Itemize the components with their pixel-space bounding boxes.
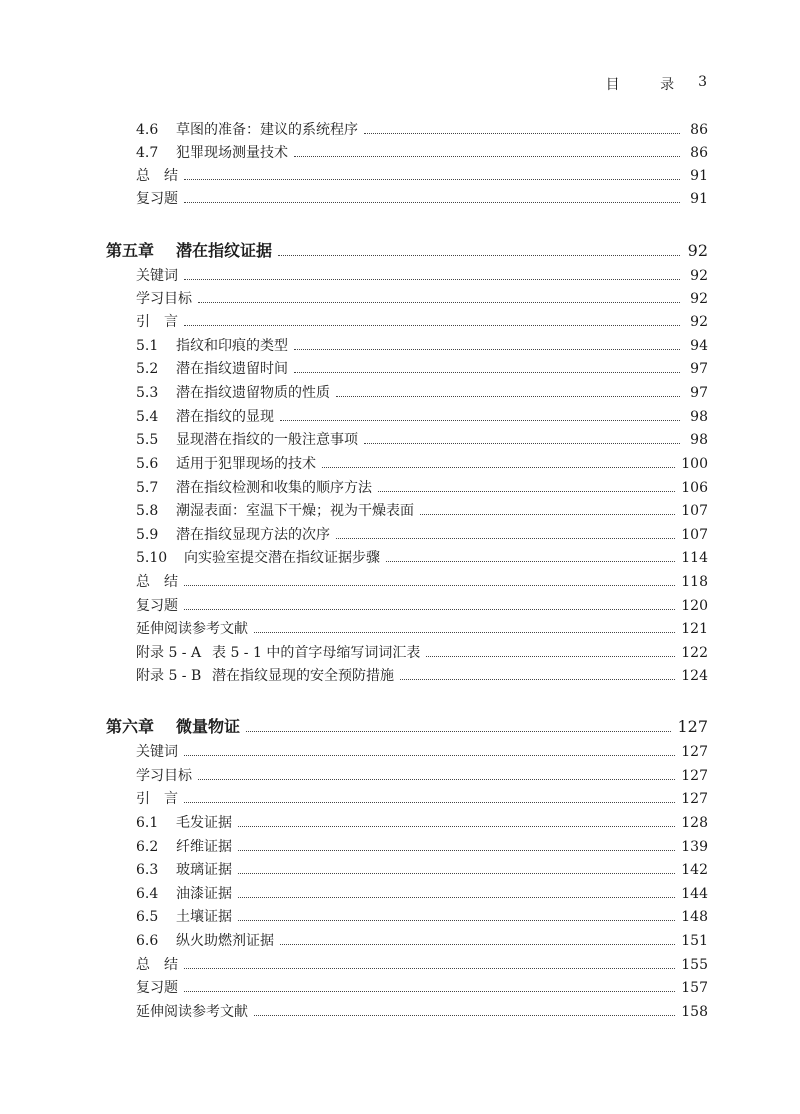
toc-entry[interactable] — [136, 837, 708, 857]
leader-dots — [378, 490, 675, 492]
toc-chapter-title: 微量物证 — [176, 717, 241, 736]
toc-entry[interactable] — [136, 359, 708, 379]
toc-entry-title: 犯罪现场测量技术 — [176, 145, 288, 161]
toc-entry-title: 复习题 — [136, 191, 178, 207]
leader-dots — [238, 896, 675, 898]
toc-entry-number: 4.6 — [136, 122, 159, 138]
toc-entry[interactable] — [136, 312, 708, 332]
running-head-title: 目 录 — [605, 77, 693, 93]
toc-entry[interactable] — [136, 860, 708, 880]
toc-entry-number: 6.1 — [136, 815, 159, 831]
toc-entry-number: 5.8 — [136, 503, 159, 519]
toc-entry-number: 5.7 — [136, 480, 159, 496]
toc-entry-title: 学习目标 — [136, 768, 192, 784]
toc-chapter-heading[interactable] — [106, 241, 708, 261]
leader-dots — [184, 278, 680, 280]
leader-dots — [280, 419, 680, 421]
leader-dots — [184, 754, 675, 756]
toc-entry-page: 139 — [681, 839, 708, 855]
leader-dots — [184, 201, 680, 203]
toc-entry[interactable] — [136, 619, 708, 639]
leader-dots — [184, 801, 675, 803]
toc-entry[interactable] — [136, 525, 708, 545]
leader-dots — [278, 254, 680, 256]
leader-dots — [254, 631, 675, 633]
leader-dots — [364, 442, 680, 444]
toc-entry-page: 92 — [687, 241, 708, 260]
toc-chapter-number: 第五章 — [106, 241, 155, 260]
toc-entry-number: 附录 5 - A — [136, 645, 202, 661]
toc-entry[interactable] — [136, 166, 708, 186]
running-head-page-number: 3 — [698, 74, 708, 90]
toc-entry-page: 107 — [681, 527, 708, 543]
toc-entry[interactable] — [136, 430, 708, 450]
toc-entry[interactable] — [136, 742, 708, 762]
leader-dots — [280, 943, 675, 945]
toc-entry-page: 142 — [681, 862, 708, 878]
toc-entry[interactable] — [136, 596, 708, 616]
toc-entry-page: 127 — [681, 744, 708, 760]
toc-entry-page: 98 — [690, 409, 708, 425]
leader-dots — [198, 301, 680, 303]
toc-entry-title: 复习题 — [136, 980, 178, 996]
toc-entry-title: 延伸阅读参考文献 — [136, 1004, 248, 1020]
leader-dots — [336, 537, 675, 539]
leader-dots — [426, 655, 675, 657]
toc-entry[interactable] — [136, 383, 708, 403]
leader-dots — [322, 466, 675, 468]
toc-entry-page: 155 — [681, 957, 708, 973]
toc-entry-title: 延伸阅读参考文献 — [136, 621, 248, 637]
toc-entry-title: 引 言 — [136, 314, 178, 330]
toc-entry-page: 92 — [690, 291, 708, 307]
toc-entry-number: 附录 5 - B — [136, 668, 202, 684]
toc-entry-page: 107 — [681, 503, 708, 519]
leader-dots — [184, 178, 680, 180]
toc-entry-page: 86 — [690, 145, 708, 161]
toc-entry-number: 5.10 — [136, 550, 168, 566]
leader-dots — [246, 730, 671, 732]
toc-entry-title: 潜在指纹遗留物质的性质 — [176, 385, 330, 401]
toc-entry-number: 6.6 — [136, 933, 159, 949]
toc-entry-page: 127 — [681, 791, 708, 807]
toc-entry-title: 向实验室提交潜在指纹证据步骤 — [184, 550, 380, 566]
toc-entry[interactable] — [136, 955, 708, 975]
running-head — [606, 74, 708, 94]
leader-dots — [294, 155, 680, 157]
toc-entry-number: 5.2 — [136, 361, 159, 377]
toc-entry[interactable] — [136, 143, 708, 163]
toc-entry-title: 学习目标 — [136, 291, 192, 307]
toc-entry-title: 关键词 — [136, 268, 178, 284]
toc-entry-page: 157 — [681, 980, 708, 996]
leader-dots — [254, 1014, 675, 1016]
toc-entry[interactable] — [136, 289, 708, 309]
toc-entry-number: 6.5 — [136, 909, 159, 925]
toc-chapter-number: 第六章 — [106, 717, 155, 736]
leader-dots — [386, 560, 675, 562]
toc-entry-title: 指纹和印痕的类型 — [176, 338, 288, 354]
toc-entry-number: 5.1 — [136, 338, 159, 354]
toc-entry-title: 总 结 — [136, 168, 178, 184]
toc-entry-page: 127 — [677, 717, 708, 736]
toc-entry-title: 玻璃证据 — [176, 862, 232, 878]
toc-entry-page: 124 — [681, 668, 708, 684]
toc-entry-page: 94 — [690, 338, 708, 354]
toc-entry-number: 5.4 — [136, 409, 159, 425]
toc-entry[interactable] — [136, 548, 708, 568]
toc-entry-title: 表 5 - 1 中的首字母缩写词词汇表 — [212, 645, 421, 661]
leader-dots — [420, 513, 675, 515]
toc-entry-page: 86 — [690, 122, 708, 138]
toc-entry[interactable] — [136, 978, 708, 998]
toc-entry-title: 总 结 — [136, 957, 178, 973]
leader-dots — [184, 324, 680, 326]
toc-entry-title: 复习题 — [136, 598, 178, 614]
toc-entry[interactable] — [136, 643, 708, 663]
toc-entry-page: 106 — [681, 480, 708, 496]
toc-entry[interactable] — [136, 813, 708, 833]
toc-entry[interactable] — [136, 766, 708, 786]
toc-entry-title: 潮湿表面：室温下干燥；视为干燥表面 — [176, 503, 414, 519]
toc-entry[interactable] — [136, 454, 708, 474]
toc-entry-page: 144 — [681, 886, 708, 902]
toc-entry[interactable] — [136, 1002, 708, 1022]
toc-entry-page: 121 — [681, 621, 708, 637]
leader-dots — [294, 371, 680, 373]
toc-entry[interactable] — [136, 789, 708, 809]
leader-dots — [294, 348, 680, 350]
toc-entry-number: 6.4 — [136, 886, 159, 902]
toc-entry-page: 91 — [690, 168, 708, 184]
toc-entry-page: 92 — [690, 268, 708, 284]
toc-entry-page: 92 — [690, 314, 708, 330]
toc-entry-title: 土壤证据 — [176, 909, 232, 925]
toc-entry[interactable] — [136, 572, 708, 592]
toc-entry[interactable] — [136, 907, 708, 927]
toc-chapter-title: 潜在指纹证据 — [176, 241, 273, 260]
toc-entry-title: 纤维证据 — [176, 839, 232, 855]
toc-entry-title: 油漆证据 — [176, 886, 232, 902]
leader-dots — [336, 395, 680, 397]
toc-entry-page: 122 — [681, 645, 708, 661]
toc-entry-title: 引 言 — [136, 791, 178, 807]
toc-entry-page: 127 — [681, 768, 708, 784]
toc-entry-page: 120 — [681, 598, 708, 614]
toc-chapter-heading[interactable] — [106, 717, 708, 737]
leader-dots — [198, 778, 675, 780]
leader-dots — [400, 678, 675, 680]
toc-entry[interactable] — [136, 407, 708, 427]
toc-entry-number: 5.5 — [136, 432, 159, 448]
toc-entry-page: 100 — [681, 456, 708, 472]
toc-entry-page: 118 — [681, 574, 708, 590]
leader-dots — [184, 967, 675, 969]
toc-entry[interactable] — [136, 120, 708, 140]
toc-entry-page: 148 — [681, 909, 708, 925]
toc-entry-page: 97 — [690, 385, 708, 401]
toc-entry-title: 显现潜在指纹的一般注意事项 — [176, 432, 358, 448]
toc-entry-title: 潜在指纹显现方法的次序 — [176, 527, 330, 543]
leader-dots — [238, 825, 675, 827]
leader-dots — [238, 872, 675, 874]
toc-entry-title: 毛发证据 — [176, 815, 232, 831]
toc-entry-number: 5.9 — [136, 527, 159, 543]
toc-entry[interactable] — [136, 336, 708, 356]
leader-dots — [238, 849, 675, 851]
leader-dots — [184, 608, 675, 610]
leader-dots — [364, 132, 680, 134]
toc-entry[interactable] — [136, 478, 708, 498]
toc-entry[interactable] — [136, 501, 708, 521]
toc-entry-title: 总 结 — [136, 574, 178, 590]
toc-entry-title: 潜在指纹遗留时间 — [176, 361, 288, 377]
toc-entry-title: 潜在指纹显现的安全预防措施 — [212, 668, 394, 684]
toc-entry-page: 97 — [690, 361, 708, 377]
toc-entry-number: 6.3 — [136, 862, 159, 878]
leader-dots — [184, 584, 675, 586]
toc-entry[interactable] — [136, 666, 708, 686]
toc-entry-page: 158 — [681, 1004, 708, 1020]
toc-entry[interactable] — [136, 884, 708, 904]
toc-entry-page: 151 — [681, 933, 708, 949]
toc-entry-title: 潜在指纹的显现 — [176, 409, 274, 425]
toc-entry-title: 适用于犯罪现场的技术 — [176, 456, 316, 472]
toc-entry-page: 91 — [690, 191, 708, 207]
toc-entry[interactable] — [136, 931, 708, 951]
leader-dots — [184, 990, 675, 992]
leader-dots — [238, 919, 675, 921]
toc-entry-page: 114 — [681, 550, 708, 566]
toc-entry-number: 4.7 — [136, 145, 159, 161]
toc-entry[interactable] — [136, 266, 708, 286]
toc-entry-title: 关键词 — [136, 744, 178, 760]
toc-entry-number: 5.6 — [136, 456, 159, 472]
toc-entry-number: 5.3 — [136, 385, 159, 401]
toc-entry[interactable] — [136, 189, 708, 209]
toc-entry-number: 6.2 — [136, 839, 159, 855]
toc-entry-page: 128 — [681, 815, 708, 831]
toc-entry-title: 纵火助燃剂证据 — [176, 933, 274, 949]
toc-entry-title: 草图的准备：建议的系统程序 — [176, 122, 358, 138]
toc-entry-page: 98 — [690, 432, 708, 448]
toc-entry-title: 潜在指纹检测和收集的顺序方法 — [176, 480, 372, 496]
